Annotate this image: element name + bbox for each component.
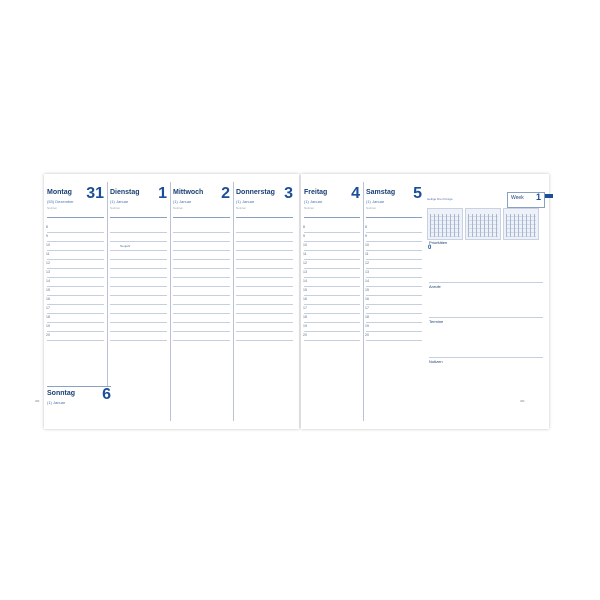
hour-line[interactable]	[366, 305, 422, 314]
hour-label: 18	[46, 315, 50, 319]
hour-label: 17	[365, 306, 369, 310]
hour-label: 10	[46, 243, 50, 247]
hour-line[interactable]	[366, 251, 422, 260]
hour-lines	[173, 224, 230, 421]
hour-line[interactable]	[47, 224, 104, 233]
week-tab	[545, 194, 553, 198]
hour-lines	[236, 224, 293, 421]
hour-label: 17	[303, 306, 307, 310]
day-column	[301, 182, 364, 421]
hour-line[interactable]	[304, 224, 360, 233]
hour-label: 14	[46, 279, 50, 283]
hour-label: 20	[46, 333, 50, 337]
day-month: (53) Dezember	[47, 199, 74, 204]
day-header	[110, 187, 167, 218]
hour-label: 14	[303, 279, 307, 283]
day-note-label: Notizen	[47, 206, 58, 210]
day-number: 2	[221, 185, 230, 202]
hour-line[interactable]	[110, 287, 167, 296]
day-note-label: Notizen	[173, 206, 184, 210]
hour-line[interactable]	[236, 305, 293, 314]
sunday-name: Sonntag	[47, 390, 75, 397]
hour-line[interactable]	[173, 296, 230, 305]
day-name: Montag	[47, 189, 72, 196]
right-page	[301, 174, 549, 429]
day-note-label: Notizen	[304, 206, 315, 210]
hour-line[interactable]	[366, 269, 422, 278]
holiday-note-right: Heilige Drei Könige	[427, 197, 453, 201]
hour-line[interactable]	[110, 314, 167, 323]
section-appointments: Termine	[429, 319, 444, 324]
hour-label: 15	[46, 288, 50, 292]
hour-line[interactable]	[173, 251, 230, 260]
hour-line[interactable]	[47, 278, 104, 287]
hour-line[interactable]	[110, 332, 167, 341]
day-month: (1) Januar	[173, 199, 192, 204]
mini-calendar-1	[427, 208, 463, 240]
hour-line[interactable]	[110, 323, 167, 332]
day-number: 4	[351, 185, 360, 202]
left-page	[44, 174, 299, 429]
hour-line[interactable]	[366, 224, 422, 233]
hour-line[interactable]	[304, 278, 360, 287]
hour-label: 18	[303, 315, 307, 319]
hour-line[interactable]	[366, 323, 422, 332]
hour-label: 10	[365, 243, 369, 247]
week-number: 1	[535, 192, 541, 202]
section-calls: Anrufe	[429, 284, 441, 289]
sunday-box	[47, 386, 111, 427]
hour-line[interactable]	[366, 278, 422, 287]
hour-line[interactable]	[47, 314, 104, 323]
hour-line[interactable]	[366, 332, 422, 341]
hour-line[interactable]	[304, 269, 360, 278]
day-month: (1) Januar	[110, 199, 129, 204]
hour-line[interactable]	[47, 242, 104, 251]
hour-line[interactable]	[304, 296, 360, 305]
hour-label: 16	[46, 297, 50, 301]
sunday-number: 6	[102, 386, 111, 403]
hour-label: 9	[46, 234, 48, 238]
hour-line[interactable]	[47, 323, 104, 332]
day-header	[236, 187, 293, 218]
hour-label: 8	[365, 225, 367, 229]
day-month: (1) Januar	[236, 199, 255, 204]
hour-label: 13	[46, 270, 50, 274]
day-name: Donnerstag	[236, 189, 275, 196]
hour-label: 20	[365, 333, 369, 337]
week-box	[507, 192, 545, 208]
hour-line[interactable]	[236, 332, 293, 341]
hour-line[interactable]	[47, 296, 104, 305]
day-column	[233, 182, 296, 421]
day-month: (1) Januar	[366, 199, 385, 204]
hour-label: 12	[46, 261, 50, 265]
hour-label: 18	[365, 315, 369, 319]
hour-label: 11	[46, 252, 50, 256]
hour-line[interactable]	[110, 305, 167, 314]
hour-label: 14	[365, 279, 369, 283]
hour-label: 9	[303, 234, 305, 238]
day-column	[170, 182, 234, 421]
hour-line[interactable]	[173, 260, 230, 269]
hour-line[interactable]	[366, 314, 422, 323]
hour-line[interactable]	[304, 305, 360, 314]
sunday-sub: (1) Januar	[47, 400, 66, 405]
hour-line[interactable]	[236, 242, 293, 251]
hour-lines	[304, 224, 360, 421]
day-number: 5	[413, 185, 422, 202]
day-note-label: Notizen	[110, 206, 121, 210]
hour-line[interactable]	[173, 242, 230, 251]
hour-line[interactable]	[236, 269, 293, 278]
hour-line[interactable]	[236, 296, 293, 305]
day-name: Freitag	[304, 189, 328, 196]
hour-line[interactable]	[304, 233, 360, 242]
holiday-note: Neujahr	[120, 244, 131, 248]
day-note-label: Notizen	[366, 206, 377, 210]
hour-line[interactable]	[236, 260, 293, 269]
hour-label: 11	[303, 252, 307, 256]
hour-line[interactable]	[366, 242, 422, 251]
hour-line[interactable]	[173, 314, 230, 323]
hour-line[interactable]	[110, 296, 167, 305]
hour-line[interactable]	[366, 260, 422, 269]
hour-line[interactable]	[110, 224, 167, 233]
hour-label: 13	[365, 270, 369, 274]
hour-line[interactable]	[110, 269, 167, 278]
hour-label: 16	[365, 297, 369, 301]
hour-label: 12	[365, 261, 369, 265]
section-divider-3	[429, 357, 543, 358]
hour-label: 19	[365, 324, 369, 328]
hour-line[interactable]	[173, 224, 230, 233]
hour-line[interactable]	[110, 278, 167, 287]
hour-line[interactable]	[236, 251, 293, 260]
hour-label: 15	[365, 288, 369, 292]
hour-label: 10	[303, 243, 307, 247]
hour-label: 8	[46, 225, 48, 229]
hour-label: 12	[303, 261, 307, 265]
hour-line[interactable]	[236, 233, 293, 242]
hour-line[interactable]	[47, 305, 104, 314]
section-priorities: Prioritäten	[429, 240, 448, 245]
hour-line[interactable]	[366, 296, 422, 305]
hour-label: 15	[303, 288, 307, 292]
day-note-label: Notizen	[236, 206, 247, 210]
mini-calendar-3	[503, 208, 539, 240]
day-number: 31	[86, 185, 104, 202]
day-name: Dienstag	[110, 189, 140, 196]
day-header	[47, 187, 104, 218]
corner-marks-left: • • • • • • •	[35, 398, 39, 403]
hour-label: 19	[46, 324, 50, 328]
section-divider-1	[429, 282, 543, 283]
hour-line[interactable]	[173, 233, 230, 242]
hour-line[interactable]	[304, 314, 360, 323]
hour-label: 13	[303, 270, 307, 274]
hour-line[interactable]	[304, 260, 360, 269]
hour-line[interactable]	[236, 278, 293, 287]
side-panel	[425, 182, 549, 421]
hour-line[interactable]	[47, 233, 104, 242]
hour-line[interactable]	[47, 260, 104, 269]
day-number: 1	[158, 185, 167, 202]
hour-line[interactable]	[173, 323, 230, 332]
day-column	[363, 182, 425, 421]
hour-line[interactable]	[236, 314, 293, 323]
hour-line[interactable]	[47, 332, 104, 341]
hour-line[interactable]	[47, 269, 104, 278]
hour-label: 17	[46, 306, 50, 310]
hour-line[interactable]	[173, 305, 230, 314]
section-notes: Notizen	[429, 359, 443, 364]
hour-label: 9	[365, 234, 367, 238]
hour-line[interactable]	[173, 269, 230, 278]
hour-line[interactable]	[236, 287, 293, 296]
day-header	[173, 187, 230, 218]
hour-line[interactable]	[173, 278, 230, 287]
hour-lines	[110, 224, 167, 421]
week-label: Week	[511, 195, 524, 201]
hour-label: 8	[303, 225, 305, 229]
corner-marks-right: • • • • • • •	[520, 398, 524, 403]
hour-line[interactable]	[304, 242, 360, 251]
hour-line[interactable]	[236, 323, 293, 332]
hour-lines	[366, 224, 422, 421]
day-column	[107, 182, 171, 421]
day-name: Samstag	[366, 189, 396, 196]
hour-line[interactable]	[47, 251, 104, 260]
hour-line[interactable]	[366, 233, 422, 242]
section-divider-2	[429, 317, 543, 318]
hour-line[interactable]	[304, 332, 360, 341]
hour-line[interactable]	[304, 251, 360, 260]
day-number: 3	[284, 185, 293, 202]
day-month: (1) Januar	[304, 199, 323, 204]
hour-line[interactable]	[236, 224, 293, 233]
day-header	[304, 187, 360, 218]
mini-calendar-2	[465, 208, 501, 240]
hour-line[interactable]	[366, 287, 422, 296]
priority-icon: 0	[428, 245, 432, 251]
hour-line[interactable]	[173, 287, 230, 296]
hour-line[interactable]	[110, 233, 167, 242]
hour-line[interactable]	[110, 260, 167, 269]
hour-line[interactable]	[47, 287, 104, 296]
hour-line[interactable]	[110, 251, 167, 260]
hour-label: 19	[303, 324, 307, 328]
hour-line[interactable]	[304, 323, 360, 332]
hour-label: 20	[303, 333, 307, 337]
hour-line[interactable]	[110, 242, 167, 251]
day-name: Mittwoch	[173, 189, 204, 196]
hour-line[interactable]	[173, 332, 230, 341]
hour-line[interactable]	[304, 287, 360, 296]
hour-label: 11	[365, 252, 369, 256]
hour-label: 16	[303, 297, 307, 301]
day-header	[366, 187, 422, 218]
